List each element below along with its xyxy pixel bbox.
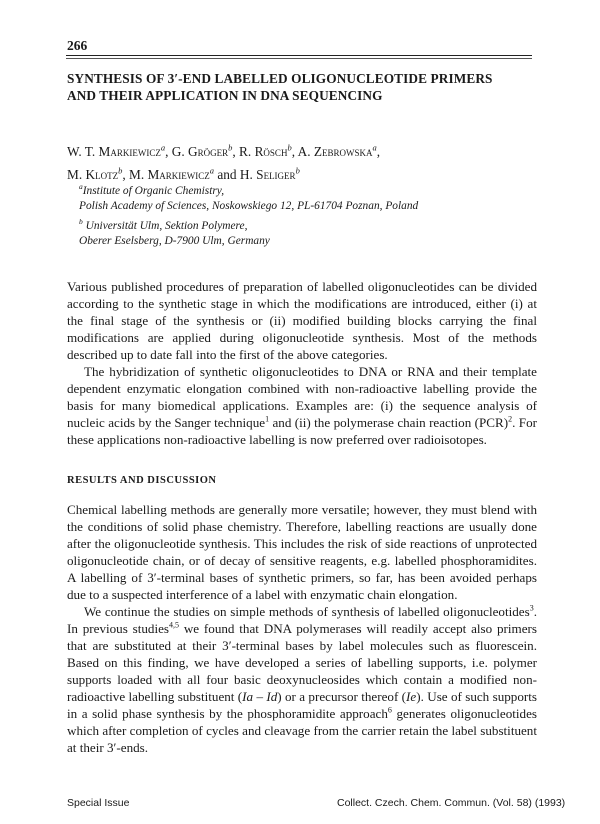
affiliations — [79, 179, 539, 249]
affiliation-a-line2: Polish Academy of Sciences, Noskowskiego 12, PL-61704 Poznan, Poland — [79, 199, 419, 212]
author-5: M. Klotz$^b$, — [67, 165, 129, 182]
title-line-1: SYNTHESIS OF 3′-END LABELLED OLIGONUCLEOTIDE PRIMERS — [67, 71, 493, 86]
author-list — [67, 139, 537, 184]
paragraph-chemical-labelling: Chemical labelling methods are generally more versatile; however, they must blend with the conditions of solid phase chemistry. Therefore, labelling reactions are usually done after the oligonucleotide synthesis. This includes the risk of side reactions of unprotected oligonucleotide chain, or of decay of sensitive reagents, e.g. labelled phosphoramidites. A labelling of 3′-terminal bases of synthetic primers, so far, has been avoided perhaps due to a suspected interference of a label with enzymatic chain elongation. — [67, 502, 537, 602]
author-4: A. Zebrowska$^a$, — [297, 143, 381, 160]
affiliation-b-line2: Oberer Eselsberg, D-7900 Ulm, Germany — [79, 234, 270, 247]
paragraph-intro: Various published procedures of preparation of labelled oligonucleotides can be divided according to the synthetic stage in which the modifications are introduced, either (i) at the final stage of the synthesis or (ii) modified building blocks carrying the final modifications are applied during oligonucleotide synthesis. Most of the methods described up to date fall into the first of the above categories. — [67, 279, 537, 362]
title-line-2: AND THEIR APPLICATION IN DNA SEQUENCING — [67, 88, 383, 103]
reference-3: 3 — [529, 603, 534, 613]
compound-ia-id: Ia – Id — [242, 689, 278, 704]
page-number: 266 — [67, 38, 88, 53]
reference-4-5: 4,5 — [169, 620, 180, 630]
author-6: M. Markiewicz$^a$ and — [129, 165, 240, 182]
author-3: R. Rösch$^b$, — [239, 143, 298, 160]
header-rule — [66, 55, 532, 56]
header-rule-thin — [66, 58, 532, 59]
author-2: G. Gröger$^b$, — [171, 143, 240, 160]
author-7: H. Seliger$^b$ — [239, 165, 300, 182]
section-heading: RESULTS AND DISCUSSION — [67, 475, 217, 486]
paragraph-studies: We continue the studies on simple methods of synthesis of labelled oligonucleotides$^3$. In previous studies$^{4,5}$ we found that DNA polymerases will readily accept also primers that are substituted at their 3′-terminal bases by label molecules such as fluorescein. Based on this finding, we have developed a series of labelling supports, i.e. polymer supports loaded with all four basic deoxynucleosides which contain a modified non-radioactive labelling substituent (Ia – Id) or a precursor thereof (Ie). Use of such supports in a solid phase synthesis by the phosphoramidite approach$^6$ generates oligonucleotides which after completion of cycles and cleavage from the carrier retain the label substituent at their 3′-ends. — [67, 603, 538, 755]
compound-ie: Ie — [406, 689, 417, 704]
footer-citation: Collect. Czech. Chem. Commun. (Vol. 58) (1993) — [337, 797, 566, 809]
article-title — [67, 70, 537, 104]
reference-1: 1 — [265, 414, 270, 424]
reference-6: 6 — [387, 705, 392, 715]
paragraph-hybridization: The hybridization of synthetic oligonucleotides to DNA or RNA and their template dependent enzymatic elongation combined with non-radioactive labelling provide the basis for many biomedical applications. Examples are: (i) the sequence analysis of nucleic acids by the Sanger technique$^1$ and (ii) the polymerase chain reaction (PCR)$^2$. For these applications non-radioactive labelling is now preferred over radioisotopes. — [67, 364, 537, 447]
affiliation-a-line1: $^a$Institute of Organic Chemistry, — [79, 182, 225, 197]
footer-issue: Special Issue — [67, 797, 130, 809]
author-1: W. T. Markiewicz$^a$, — [67, 143, 172, 160]
affiliation-b-line1: $^b$ Universität Ulm, Sektion Polymere, — [79, 216, 248, 232]
reference-2: 2 — [508, 414, 513, 424]
